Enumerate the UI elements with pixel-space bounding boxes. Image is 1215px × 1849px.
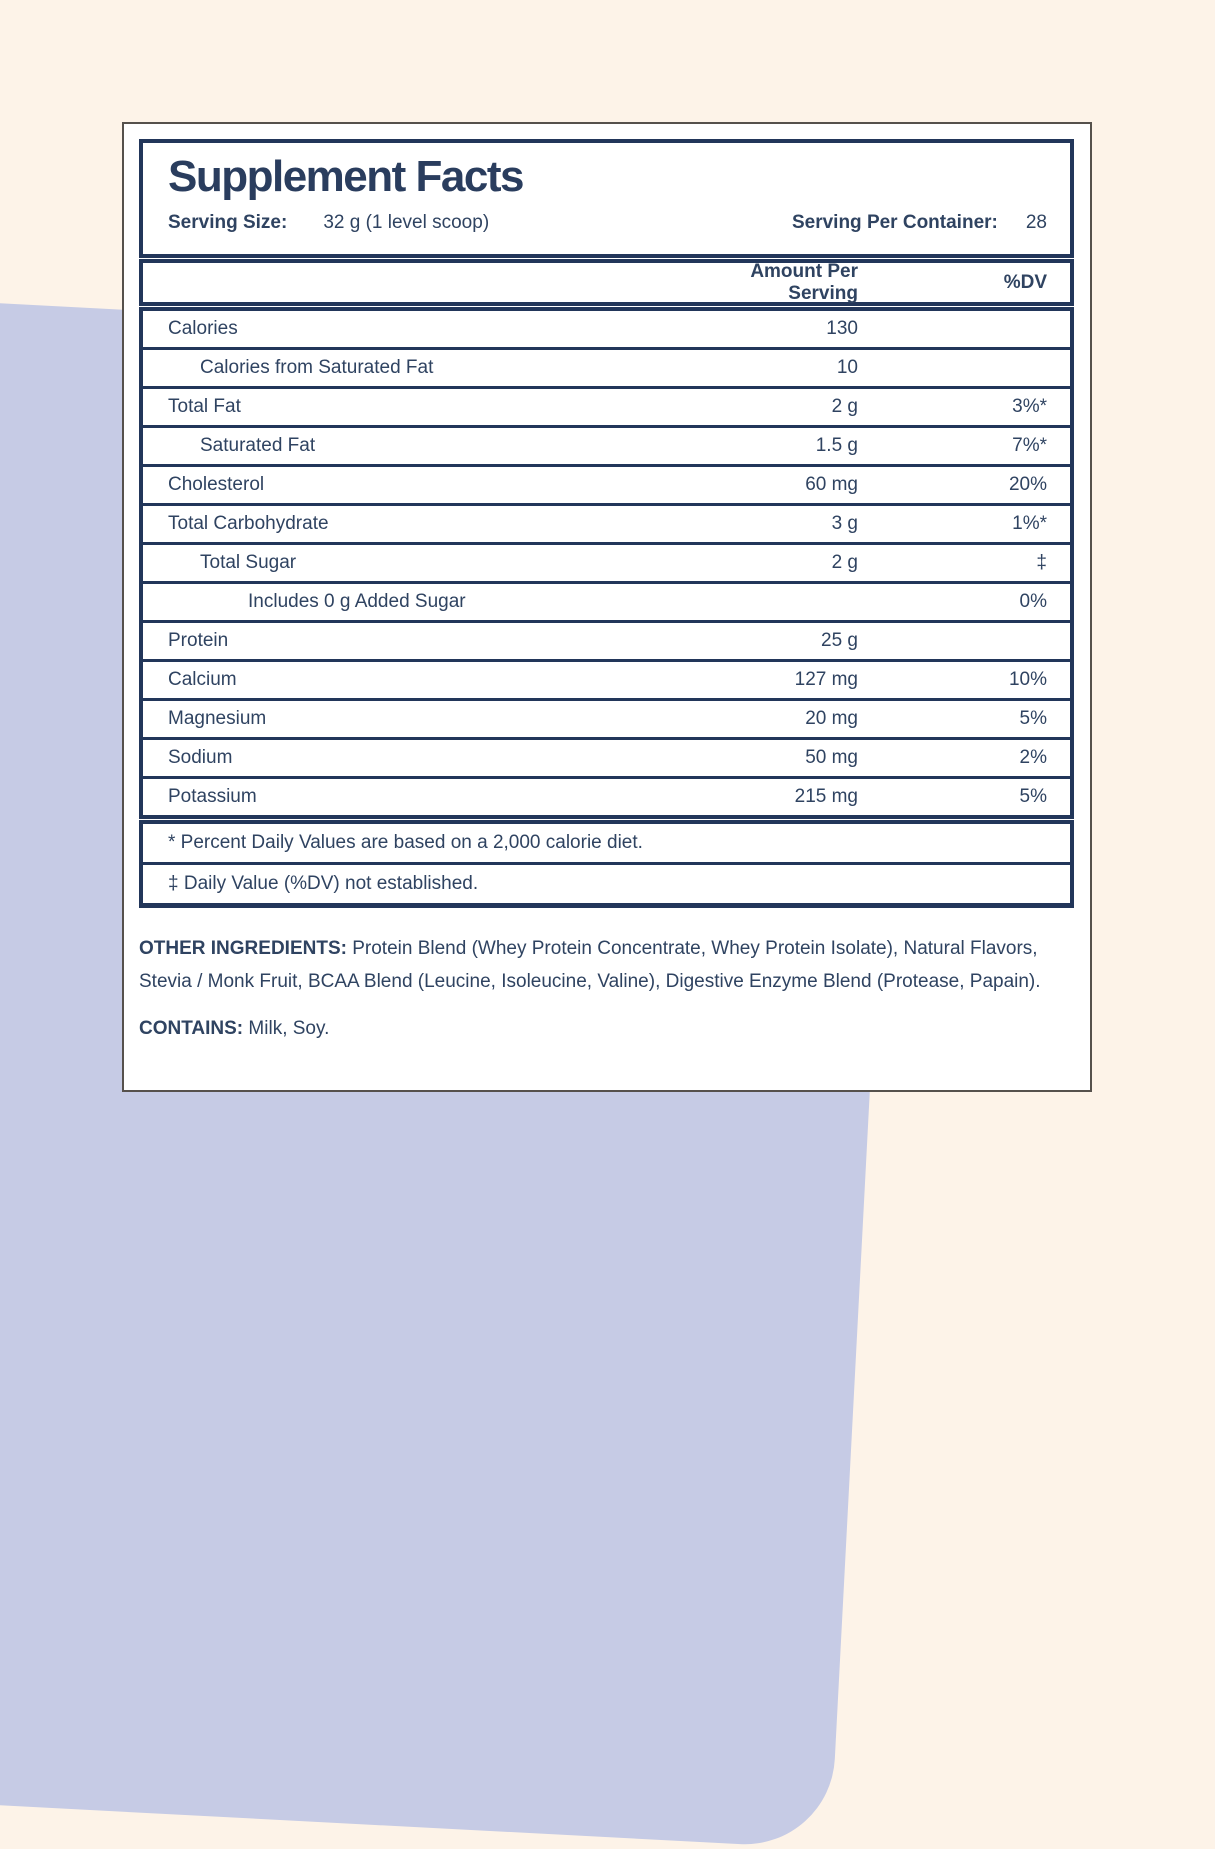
footnotes-section	[139, 820, 1074, 908]
nutrient-dv: 20%	[1008, 474, 1047, 495]
contains-text: Milk, Soy.	[243, 1018, 330, 1039]
nutrient-label: Cholesterol	[168, 474, 265, 495]
nutrient-label: Protein	[168, 630, 229, 651]
nutrient-amount: 127 mg	[794, 669, 858, 690]
nutrient-amount: 25 g	[821, 630, 858, 651]
contains-line	[139, 1012, 1075, 1045]
nutrient-label: Calories	[168, 318, 238, 339]
nutrient-row	[143, 659, 1070, 698]
dv-header: %DV	[1003, 271, 1047, 293]
nutrient-row	[143, 620, 1070, 659]
nutrient-label: Calories from Saturated Fat	[200, 357, 434, 378]
column-header-row	[139, 259, 1074, 306]
serving-size-label: Serving Size:	[168, 212, 288, 233]
nutrient-label: Calcium	[168, 669, 237, 690]
nutrient-row	[143, 737, 1070, 776]
nutrient-label: Includes 0 g Added Sugar	[248, 591, 466, 612]
nutrient-dv: 10%	[1008, 669, 1047, 690]
nutrient-row	[143, 581, 1070, 620]
servings-per-container-label: Serving Per Container:	[791, 212, 998, 233]
nutrient-row	[143, 386, 1070, 425]
nutrient-dv: ‡	[1036, 552, 1047, 573]
other-ingredients-label: OTHER INGREDIENTS:	[139, 938, 347, 959]
nutrient-amount: 10	[836, 357, 858, 378]
nutrient-amount: 2 g	[831, 552, 858, 573]
nutrient-label: Sodium	[168, 747, 233, 768]
nutrient-dv: 0%	[1019, 591, 1047, 612]
nutrient-amount: 215 mg	[794, 786, 858, 807]
nutrient-amount: 2 g	[831, 396, 858, 417]
nutrient-row	[143, 776, 1070, 815]
footnote-text: ‡ Daily Value (%DV) not established.	[168, 873, 479, 894]
nutrient-row	[143, 425, 1070, 464]
nutrient-dv: 5%	[1019, 708, 1047, 729]
nutrient-amount: 1.5 g	[815, 435, 858, 456]
footnote-row	[143, 824, 1070, 862]
nutrient-label: Total Fat	[168, 396, 241, 417]
nutrient-dv: 7%*	[1012, 435, 1047, 456]
nutrient-row	[143, 503, 1070, 542]
supplement-facts-card	[122, 122, 1092, 1092]
nutrient-amount: 50 mg	[805, 747, 858, 768]
servings-per-container	[792, 212, 1047, 234]
footnote-text: * Percent Daily Values are based on a 2,000 calorie diet.	[168, 832, 643, 853]
contains-label: CONTAINS:	[139, 1018, 244, 1039]
nutrient-label: Total Sugar	[200, 552, 297, 573]
nutrient-row	[143, 347, 1070, 386]
nutrient-amount: 3 g	[831, 513, 858, 534]
nutrient-dv: 2%	[1019, 747, 1047, 768]
page-title: Supplement Facts	[168, 152, 523, 201]
other-ingredients-text: Protein Blend (Whey Protein Concentrate, Whey Protein Isolate), Natural Flavors, Stevia / Monk Fruit, BCAA Blend (Leucine, Isoleucine, Valine), Digestive Enzyme Blend (Protease, Papain).	[139, 938, 1041, 992]
serving-size-value: 32 g (1 level scoop)	[323, 212, 490, 233]
nutrient-label: Magnesium	[168, 708, 267, 729]
nutrient-row	[143, 464, 1070, 503]
supplement-facts-table	[139, 139, 1074, 908]
nutrient-label: Saturated Fat	[200, 435, 316, 456]
nutrient-dv: 5%	[1019, 786, 1047, 807]
nutrient-dv: 3%*	[1012, 396, 1047, 417]
nutrient-row	[143, 311, 1070, 347]
servings-per-container-value: 28	[1025, 212, 1047, 233]
amount-per-serving-header: Amount Per Serving	[750, 260, 858, 304]
serving-size	[168, 212, 489, 234]
nutrient-amount: 20 mg	[805, 708, 858, 729]
nutrient-row	[143, 698, 1070, 737]
footnote-row	[143, 862, 1070, 903]
nutrient-label: Potassium	[168, 786, 257, 807]
nutrient-dv: 1%*	[1012, 513, 1047, 534]
other-ingredients-paragraph	[139, 932, 1044, 998]
title-section	[139, 139, 1074, 258]
nutrient-amount: 130	[826, 318, 858, 339]
nutrient-rows-section	[139, 307, 1074, 819]
serving-info-row	[168, 212, 1047, 234]
nutrient-label: Total Carbohydrate	[168, 513, 329, 534]
nutrient-row	[143, 542, 1070, 581]
nutrient-amount: 60 mg	[805, 474, 858, 495]
